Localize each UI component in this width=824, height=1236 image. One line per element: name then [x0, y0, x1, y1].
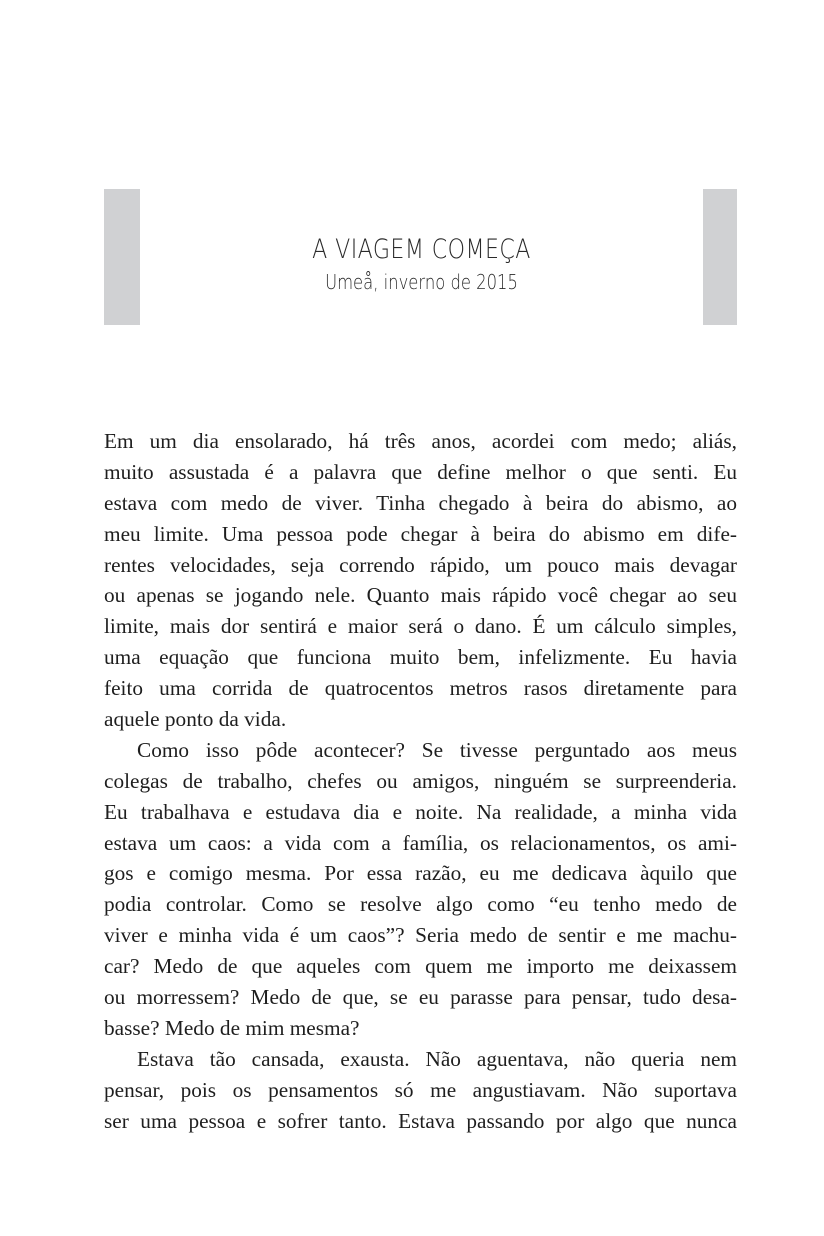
text-line: ser uma pessoa e sofrer tanto. Estava passando por algo que nunca [104, 1108, 737, 1133]
text-line: ou apenas se jogando nele. Quanto mais rápido você chegar ao seu [104, 583, 737, 608]
paragraph [104, 1044, 737, 1137]
chapter-heading [140, 232, 703, 296]
text-line: feito uma corrida de quatrocentos metros rasos diretamente para [104, 676, 737, 701]
text-line: aquele ponto da vida. [104, 707, 287, 732]
text-line: estava com medo de viver. Tinha chegado à beira do abismo, ao [104, 490, 737, 515]
text-line: estava um caos: a vida com a família, os relacionamentos, os ami- [104, 830, 737, 855]
chapter-bar-left [104, 189, 140, 325]
text-line: uma equação que funciona muito bem, infelizmente. Eu havia [104, 645, 737, 670]
paragraph [104, 426, 737, 735]
text-line: gos e comigo mesma. Por essa razão, eu me dedicava àquilo que [104, 861, 737, 886]
text-line: meu limite. Uma pessoa pode chegar à beira do abismo em dife- [104, 521, 737, 546]
text-line: Eu trabalhava e estudava dia e noite. Na realidade, a minha vida [104, 799, 737, 824]
text-line: ou morressem? Medo de que, se eu parasse para pensar, tudo desa- [104, 985, 737, 1010]
chapter-title: A VIAGEM COMEÇA [312, 234, 531, 265]
text-line: viver e minha vida é um caos”? Seria medo de sentir e me machu- [104, 923, 737, 948]
paragraph [104, 735, 737, 1044]
text-line: Estava tão cansada, exausta. Não aguentava, não queria nem [137, 1046, 737, 1071]
body-text [104, 426, 737, 1136]
chapter-subtitle: Umeå, inverno de 2015 [325, 270, 518, 294]
text-line: podia controlar. Como se resolve algo como “eu tenho medo de [104, 892, 737, 917]
text-line: Como isso pôde acontecer? Se tivesse perguntado aos meus [137, 737, 737, 762]
text-line: basse? Medo de mim mesma? [104, 1015, 360, 1040]
text-line: muito assustada é a palavra que define melhor o que senti. Eu [104, 459, 737, 484]
text-line: rentes velocidades, seja correndo rápido, um pouco mais devagar [104, 552, 737, 577]
text-line: car? Medo de que aqueles com quem me importo me deixassem [104, 954, 737, 979]
text-line: limite, mais dor sentirá e maior será o dano. É um cálculo simples, [104, 614, 737, 639]
chapter-bar-right [703, 189, 737, 325]
text-line: colegas de trabalho, chefes ou amigos, ninguém se surpreenderia. [104, 768, 737, 793]
text-line: Em um dia ensolarado, há três anos, acordei com medo; aliás, [104, 429, 737, 453]
text-line: pensar, pois os pensamentos só me angustiavam. Não suportava [104, 1077, 737, 1102]
